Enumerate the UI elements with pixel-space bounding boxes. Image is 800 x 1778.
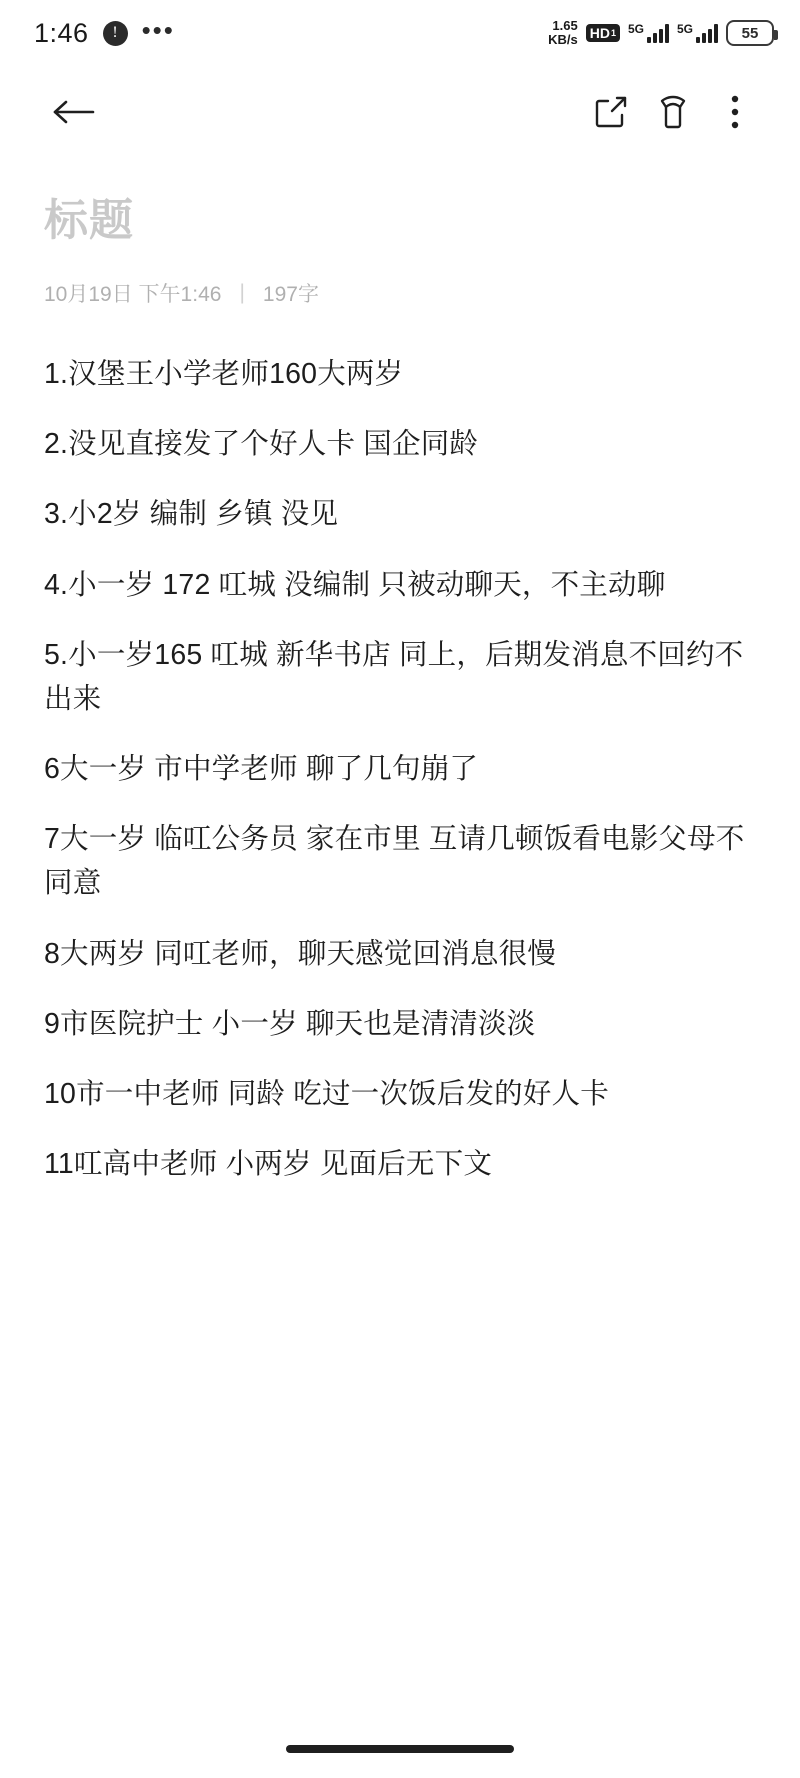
more-options-icon[interactable]: [704, 81, 766, 143]
note-meta-separator: |: [239, 281, 245, 304]
sim2-signal-bars: [696, 23, 718, 43]
sim2-network-label: 5G: [676, 22, 693, 36]
note-paragraph: 8大两岁 同叿老师，聊天感觉回消息很慢: [44, 937, 557, 970]
volte-hd-icon: [586, 24, 620, 42]
note-paragraph: 9市医院护士 小一岁 聊天也是清清淡淡: [44, 1007, 536, 1040]
note-document: [0, 158, 800, 1186]
status-bar-right: [548, 19, 774, 46]
note-date: 10月19日 下午1:46: [44, 283, 222, 306]
note-paragraph: 3.小2岁 编制 乡镇 没见: [44, 498, 339, 531]
note-word-count: 197字: [262, 283, 319, 306]
sim1-signal-bars: [647, 23, 669, 43]
note-paragraph: 1.汉堡王小学老师160大两岁: [44, 358, 404, 390]
note-title-input[interactable]: 标题: [44, 196, 134, 245]
note-paragraph: 10市一中老师 同龄 吃过一次饭后发的好人卡: [44, 1077, 609, 1110]
undo-icon[interactable]: [642, 81, 704, 143]
note-paragraph: 7大一岁 临叿公务员 家在市里 互请几顿饭看电影父母不同意: [44, 823, 745, 900]
volte-hd-sub: 1: [610, 27, 616, 38]
sim1-signal-icon: [628, 23, 669, 43]
system-nav-bar: [0, 1720, 800, 1778]
network-speed-indicator: [548, 19, 578, 46]
battery-icon: [726, 20, 774, 46]
sim1-network-label: 5G: [627, 22, 644, 36]
status-bar-left: [34, 15, 175, 49]
status-bar: [0, 0, 800, 66]
note-paragraph: 4.小一岁 172 叿城 没编制 只被动聊天，不主动聊: [44, 568, 666, 601]
network-speed-value: 1.65: [552, 18, 578, 34]
back-arrow-icon[interactable]: [42, 81, 104, 143]
more-notifications-icon: •••: [141, 15, 175, 45]
status-clock: 1:46: [34, 17, 89, 48]
volte-hd-label: HD: [589, 25, 610, 41]
share-icon[interactable]: [580, 81, 642, 143]
sim2-signal-icon: [677, 23, 718, 43]
home-indicator[interactable]: [286, 1745, 514, 1753]
note-meta: [44, 278, 756, 308]
battery-level-label: 55: [741, 24, 759, 42]
app-bar: [0, 66, 800, 158]
note-body[interactable]: [44, 352, 756, 1186]
note-paragraph: 2.没见直接发了个好人卡 国企同龄: [44, 428, 479, 461]
note-paragraph: 11叿高中老师 小两岁 见面后无下文: [44, 1148, 493, 1181]
note-paragraph: 5.小一岁165 叿城 新华书店 同上，后期发消息不回约不出来: [44, 638, 744, 715]
network-speed-unit: KB/s: [548, 32, 578, 47]
note-paragraph: 6大一岁 市中学老师 聊了几句崩了: [44, 753, 479, 786]
alert-circle-icon: [103, 21, 128, 46]
